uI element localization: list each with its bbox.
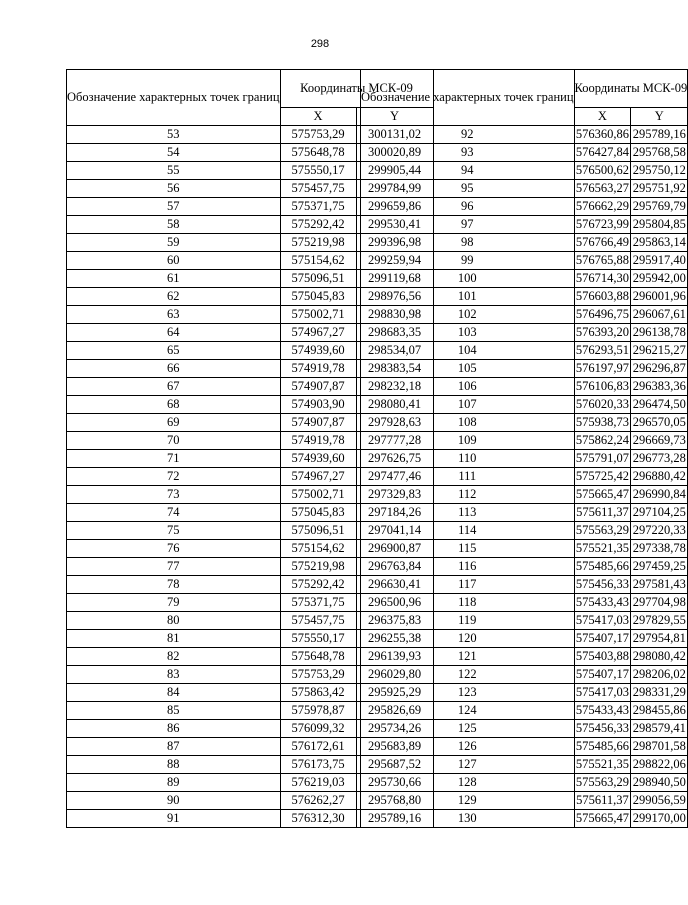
table-row: [361, 324, 688, 342]
table-row: [361, 522, 688, 540]
point-number-cell: 92: [361, 126, 575, 144]
point-number-cell: 63: [67, 306, 281, 324]
x-coordinate-cell: 576765,88: [574, 252, 631, 270]
table-row: [361, 720, 688, 738]
point-number-cell: 87: [67, 738, 281, 756]
point-number-cell: 116: [361, 558, 575, 576]
x-coordinate-cell: 576099,32: [280, 720, 356, 738]
y-coordinate-cell: 295917,40: [631, 252, 688, 270]
y-coordinate-cell: 297041,14: [356, 522, 433, 540]
y-coordinate-cell: 297459,25: [631, 558, 688, 576]
point-number-cell: 83: [67, 666, 281, 684]
table-row: [361, 504, 688, 522]
y-coordinate-cell: 299119,68: [356, 270, 433, 288]
y-coordinate-cell: 295751,92: [631, 180, 688, 198]
x-coordinate-cell: 575292,42: [280, 216, 356, 234]
x-coordinate-cell: 575753,29: [280, 126, 356, 144]
y-coordinate-cell: 295769,79: [631, 198, 688, 216]
x-coordinate-cell: 576496,75: [574, 306, 631, 324]
point-number-cell: 119: [361, 612, 575, 630]
table-row: [361, 576, 688, 594]
x-coordinate-cell: 574919,78: [280, 432, 356, 450]
point-number-cell: 55: [67, 162, 281, 180]
point-number-cell: 75: [67, 522, 281, 540]
point-number-cell: 113: [361, 504, 575, 522]
x-coordinate-cell: 576293,51: [574, 342, 631, 360]
point-number-cell: 109: [361, 432, 575, 450]
y-coordinate-cell: 295768,80: [356, 792, 433, 810]
table-row: [361, 450, 688, 468]
x-coordinate-cell: 575485,66: [574, 738, 631, 756]
point-number-cell: 61: [67, 270, 281, 288]
point-number-cell: 128: [361, 774, 575, 792]
y-coordinate-cell: 298080,41: [356, 396, 433, 414]
designation-header: Обозначение характерных точек границ: [361, 70, 575, 126]
x-coordinate-cell: 576393,20: [574, 324, 631, 342]
y-coordinate-cell: 298940,50: [631, 774, 688, 792]
x-coordinate-cell: 576219,03: [280, 774, 356, 792]
x-coordinate-cell: 576714,30: [574, 270, 631, 288]
table-row: [361, 612, 688, 630]
x-coordinate-cell: 575563,29: [574, 522, 631, 540]
point-number-cell: 96: [361, 198, 575, 216]
table-row: [361, 414, 688, 432]
x-coordinate-cell: 575096,51: [280, 522, 356, 540]
table-row: [361, 126, 688, 144]
point-number-cell: 122: [361, 666, 575, 684]
point-number-cell: 99: [361, 252, 575, 270]
table-row: [361, 306, 688, 324]
point-number-cell: 60: [67, 252, 281, 270]
y-coordinate-cell: 295804,85: [631, 216, 688, 234]
y-coordinate-cell: 296138,78: [631, 324, 688, 342]
point-number-cell: 124: [361, 702, 575, 720]
point-number-cell: 93: [361, 144, 575, 162]
y-coordinate-cell: 297928,63: [356, 414, 433, 432]
y-coordinate-cell: 298080,42: [631, 648, 688, 666]
x-coordinate-cell: 575725,42: [574, 468, 631, 486]
point-number-cell: 103: [361, 324, 575, 342]
x-coordinate-cell: 575665,47: [574, 486, 631, 504]
y-coordinate-cell: 296990,84: [631, 486, 688, 504]
y-coordinate-cell: 297184,26: [356, 504, 433, 522]
y-coordinate-cell: 299530,41: [356, 216, 433, 234]
point-number-cell: 79: [67, 594, 281, 612]
x-coordinate-cell: 575648,78: [280, 144, 356, 162]
y-coordinate-cell: 296255,38: [356, 630, 433, 648]
x-coordinate-cell: 574939,60: [280, 342, 356, 360]
point-number-cell: 65: [67, 342, 281, 360]
y-coordinate-cell: 298579,41: [631, 720, 688, 738]
point-number-cell: 56: [67, 180, 281, 198]
point-number-cell: 76: [67, 540, 281, 558]
table-row: [361, 216, 688, 234]
table-row: [361, 630, 688, 648]
x-coordinate-cell: 576173,75: [280, 756, 356, 774]
y-coordinate-cell: 296630,41: [356, 576, 433, 594]
table-row: [361, 378, 688, 396]
point-number-cell: 104: [361, 342, 575, 360]
table-row: [361, 144, 688, 162]
point-number-cell: 91: [67, 810, 281, 828]
y-coordinate-cell: 298976,56: [356, 288, 433, 306]
x-coordinate-cell: 575485,66: [574, 558, 631, 576]
y-coordinate-cell: 295826,69: [356, 702, 433, 720]
y-coordinate-cell: 297220,33: [631, 522, 688, 540]
y-coordinate-cell: 299259,94: [356, 252, 433, 270]
y-coordinate-cell: 296773,28: [631, 450, 688, 468]
point-number-cell: 57: [67, 198, 281, 216]
point-number-cell: 84: [67, 684, 281, 702]
table-row: [361, 540, 688, 558]
point-number-cell: 100: [361, 270, 575, 288]
y-coordinate-cell: 299905,44: [356, 162, 433, 180]
y-coordinate-cell: 298206,02: [631, 666, 688, 684]
x-coordinate-cell: 576766,49: [574, 234, 631, 252]
y-coordinate-cell: 298455,86: [631, 702, 688, 720]
x-coordinate-cell: 575154,62: [280, 540, 356, 558]
y-coordinate-cell: 296763,84: [356, 558, 433, 576]
table-row: [361, 666, 688, 684]
point-number-cell: 115: [361, 540, 575, 558]
x-coordinate-cell: 576723,99: [574, 216, 631, 234]
x-coordinate-cell: 576172,61: [280, 738, 356, 756]
y-coordinate-cell: 296029,80: [356, 666, 433, 684]
y-coordinate-cell: 298701,58: [631, 738, 688, 756]
table-row: [361, 234, 688, 252]
x-coordinate-cell: 575456,33: [574, 576, 631, 594]
y-coordinate-cell: 298331,29: [631, 684, 688, 702]
x-coordinate-cell: 575863,42: [280, 684, 356, 702]
x-coordinate-cell: 575096,51: [280, 270, 356, 288]
x-coordinate-cell: 575753,29: [280, 666, 356, 684]
point-number-cell: 66: [67, 360, 281, 378]
x-coordinate-cell: 575611,37: [574, 504, 631, 522]
point-number-cell: 73: [67, 486, 281, 504]
x-coordinate-cell: 575521,35: [574, 756, 631, 774]
y-coordinate-cell: 298822,06: [631, 756, 688, 774]
x-coordinate-cell: 574939,60: [280, 450, 356, 468]
table-row: [361, 774, 688, 792]
y-coordinate-cell: 296900,87: [356, 540, 433, 558]
point-number-cell: 74: [67, 504, 281, 522]
y-coordinate-cell: 297581,43: [631, 576, 688, 594]
x-coordinate-cell: 575521,35: [574, 540, 631, 558]
y-coordinate-cell: 299396,98: [356, 234, 433, 252]
coordinates-header: Координаты МСК-09: [574, 70, 688, 108]
x-coordinate-cell: 574903,90: [280, 396, 356, 414]
x-coordinate-cell: 575045,83: [280, 288, 356, 306]
y-coordinate-cell: 297829,55: [631, 612, 688, 630]
table-row: [361, 684, 688, 702]
x-coordinate-cell: 574919,78: [280, 360, 356, 378]
y-coordinate-cell: 295942,00: [631, 270, 688, 288]
y-coordinate-cell: 296669,73: [631, 432, 688, 450]
y-coordinate-cell: 295863,14: [631, 234, 688, 252]
y-coordinate-cell: 299784,99: [356, 180, 433, 198]
y-coordinate-cell: 298232,18: [356, 378, 433, 396]
y-coordinate-cell: 297954,81: [631, 630, 688, 648]
point-number-cell: 67: [67, 378, 281, 396]
y-coordinate-cell: 298383,54: [356, 360, 433, 378]
y-header: Y: [631, 108, 688, 126]
x-coordinate-cell: 574967,27: [280, 468, 356, 486]
y-coordinate-cell: 297777,28: [356, 432, 433, 450]
x-coordinate-cell: 576427,84: [574, 144, 631, 162]
y-header: Y: [356, 108, 433, 126]
table-row: [361, 252, 688, 270]
point-number-cell: 64: [67, 324, 281, 342]
point-number-cell: 129: [361, 792, 575, 810]
point-number-cell: 112: [361, 486, 575, 504]
y-coordinate-cell: 298534,07: [356, 342, 433, 360]
x-coordinate-cell: 575219,98: [280, 234, 356, 252]
x-coordinate-cell: 576312,30: [280, 810, 356, 828]
x-coordinate-cell: 576262,27: [280, 792, 356, 810]
x-coordinate-cell: 575417,03: [574, 684, 631, 702]
point-number-cell: 111: [361, 468, 575, 486]
point-number-cell: 123: [361, 684, 575, 702]
point-number-cell: 106: [361, 378, 575, 396]
x-coordinate-cell: 575791,07: [574, 450, 631, 468]
table-row: [361, 360, 688, 378]
point-number-cell: 120: [361, 630, 575, 648]
x-coordinate-cell: 575563,29: [574, 774, 631, 792]
point-number-cell: 121: [361, 648, 575, 666]
y-coordinate-cell: 297704,98: [631, 594, 688, 612]
point-number-cell: 126: [361, 738, 575, 756]
y-coordinate-cell: 300131,02: [356, 126, 433, 144]
y-coordinate-cell: 295734,26: [356, 720, 433, 738]
table-row: [361, 756, 688, 774]
y-coordinate-cell: 296001,96: [631, 288, 688, 306]
point-number-cell: 102: [361, 306, 575, 324]
point-number-cell: 85: [67, 702, 281, 720]
y-coordinate-cell: 299170,00: [631, 810, 688, 828]
point-number-cell: 94: [361, 162, 575, 180]
table-row: [361, 468, 688, 486]
y-coordinate-cell: 295730,66: [356, 774, 433, 792]
x-coordinate-cell: 575433,43: [574, 594, 631, 612]
x-coordinate-cell: 575457,75: [280, 612, 356, 630]
y-coordinate-cell: 298830,98: [356, 306, 433, 324]
x-coordinate-cell: 575371,75: [280, 198, 356, 216]
y-coordinate-cell: 296296,87: [631, 360, 688, 378]
x-coordinate-cell: 576020,33: [574, 396, 631, 414]
y-coordinate-cell: 296500,96: [356, 594, 433, 612]
x-coordinate-cell: 575550,17: [280, 162, 356, 180]
point-number-cell: 105: [361, 360, 575, 378]
table-row: [361, 198, 688, 216]
point-number-cell: 68: [67, 396, 281, 414]
table-row: [361, 594, 688, 612]
y-coordinate-cell: 296383,36: [631, 378, 688, 396]
x-coordinate-cell: 575611,37: [574, 792, 631, 810]
point-number-cell: 101: [361, 288, 575, 306]
point-number-cell: 69: [67, 414, 281, 432]
table-row: [361, 288, 688, 306]
table-row: [361, 432, 688, 450]
y-coordinate-cell: 297626,75: [356, 450, 433, 468]
x-coordinate-cell: 575045,83: [280, 504, 356, 522]
x-coordinate-cell: 575002,71: [280, 486, 356, 504]
x-coordinate-cell: 575665,47: [574, 810, 631, 828]
point-number-cell: 72: [67, 468, 281, 486]
point-number-cell: 54: [67, 144, 281, 162]
point-number-cell: 53: [67, 126, 281, 144]
x-coordinate-cell: 575407,17: [574, 630, 631, 648]
y-coordinate-cell: 296474,50: [631, 396, 688, 414]
x-coordinate-cell: 576563,27: [574, 180, 631, 198]
point-number-cell: 62: [67, 288, 281, 306]
point-number-cell: 97: [361, 216, 575, 234]
x-coordinate-cell: 575219,98: [280, 558, 356, 576]
y-coordinate-cell: 299659,86: [356, 198, 433, 216]
table-row: [361, 486, 688, 504]
point-number-cell: 98: [361, 234, 575, 252]
y-coordinate-cell: 296880,42: [631, 468, 688, 486]
x-coordinate-cell: 575862,24: [574, 432, 631, 450]
x-coordinate-cell: 576603,88: [574, 288, 631, 306]
table-row: [361, 702, 688, 720]
y-coordinate-cell: 295683,89: [356, 738, 433, 756]
x-coordinate-cell: 575371,75: [280, 594, 356, 612]
table-row: [361, 810, 688, 828]
x-coordinate-cell: 574967,27: [280, 324, 356, 342]
y-coordinate-cell: 295789,16: [356, 810, 433, 828]
point-number-cell: 95: [361, 180, 575, 198]
y-coordinate-cell: 299056,59: [631, 792, 688, 810]
x-coordinate-cell: 575417,03: [574, 612, 631, 630]
x-coordinate-cell: 575403,88: [574, 648, 631, 666]
table-row: [361, 270, 688, 288]
y-coordinate-cell: 296067,61: [631, 306, 688, 324]
point-number-cell: 114: [361, 522, 575, 540]
point-number-cell: 59: [67, 234, 281, 252]
x-coordinate-cell: 576662,29: [574, 198, 631, 216]
x-coordinate-cell: 575457,75: [280, 180, 356, 198]
point-number-cell: 89: [67, 774, 281, 792]
table-row: [361, 792, 688, 810]
x-coordinate-cell: 574907,87: [280, 414, 356, 432]
point-number-cell: 70: [67, 432, 281, 450]
y-coordinate-cell: 300020,89: [356, 144, 433, 162]
y-coordinate-cell: 297477,46: [356, 468, 433, 486]
point-number-cell: 118: [361, 594, 575, 612]
point-number-cell: 107: [361, 396, 575, 414]
y-coordinate-cell: 295925,29: [356, 684, 433, 702]
table-row: [361, 180, 688, 198]
point-number-cell: 71: [67, 450, 281, 468]
table-row: [361, 648, 688, 666]
point-number-cell: 110: [361, 450, 575, 468]
point-number-cell: 80: [67, 612, 281, 630]
point-number-cell: 117: [361, 576, 575, 594]
y-coordinate-cell: 296215,27: [631, 342, 688, 360]
y-coordinate-cell: 297104,25: [631, 504, 688, 522]
y-coordinate-cell: 295789,16: [631, 126, 688, 144]
table-row: [361, 342, 688, 360]
x-coordinate-cell: 576500,62: [574, 162, 631, 180]
y-coordinate-cell: 298683,35: [356, 324, 433, 342]
y-coordinate-cell: 297329,83: [356, 486, 433, 504]
table-row: [361, 558, 688, 576]
point-number-cell: 88: [67, 756, 281, 774]
y-coordinate-cell: 296375,83: [356, 612, 433, 630]
x-coordinate-cell: 575648,78: [280, 648, 356, 666]
coordinates-header: Координаты МСК-09: [280, 70, 433, 108]
x-header: X: [574, 108, 631, 126]
x-coordinate-cell: 575978,87: [280, 702, 356, 720]
point-number-cell: 127: [361, 756, 575, 774]
y-coordinate-cell: 295750,12: [631, 162, 688, 180]
table-row: [361, 738, 688, 756]
y-coordinate-cell: 297338,78: [631, 540, 688, 558]
y-coordinate-cell: 295768,58: [631, 144, 688, 162]
y-coordinate-cell: 296570,05: [631, 414, 688, 432]
x-coordinate-cell: 575002,71: [280, 306, 356, 324]
point-number-cell: 108: [361, 414, 575, 432]
x-coordinate-cell: 575456,33: [574, 720, 631, 738]
point-number-cell: 58: [67, 216, 281, 234]
point-number-cell: 82: [67, 648, 281, 666]
x-header: X: [280, 108, 356, 126]
x-coordinate-cell: 575154,62: [280, 252, 356, 270]
designation-header: Обозначение характерных точек границ: [67, 70, 281, 126]
y-coordinate-cell: 295687,52: [356, 756, 433, 774]
point-number-cell: 86: [67, 720, 281, 738]
table-row: [361, 162, 688, 180]
x-coordinate-cell: 576360,86: [574, 126, 631, 144]
x-coordinate-cell: 575938,73: [574, 414, 631, 432]
point-number-cell: 78: [67, 576, 281, 594]
point-number-cell: 77: [67, 558, 281, 576]
point-number-cell: 81: [67, 630, 281, 648]
coordinates-table-right: [360, 69, 688, 828]
y-coordinate-cell: 296139,93: [356, 648, 433, 666]
x-coordinate-cell: 575433,43: [574, 702, 631, 720]
x-coordinate-cell: 576197,97: [574, 360, 631, 378]
point-number-cell: 125: [361, 720, 575, 738]
x-coordinate-cell: 575292,42: [280, 576, 356, 594]
x-coordinate-cell: 574907,87: [280, 378, 356, 396]
point-number-cell: 90: [67, 792, 281, 810]
x-coordinate-cell: 575407,17: [574, 666, 631, 684]
x-coordinate-cell: 575550,17: [280, 630, 356, 648]
table-row: [361, 396, 688, 414]
point-number-cell: 130: [361, 810, 575, 828]
page-number: 298: [310, 38, 330, 50]
x-coordinate-cell: 576106,83: [574, 378, 631, 396]
